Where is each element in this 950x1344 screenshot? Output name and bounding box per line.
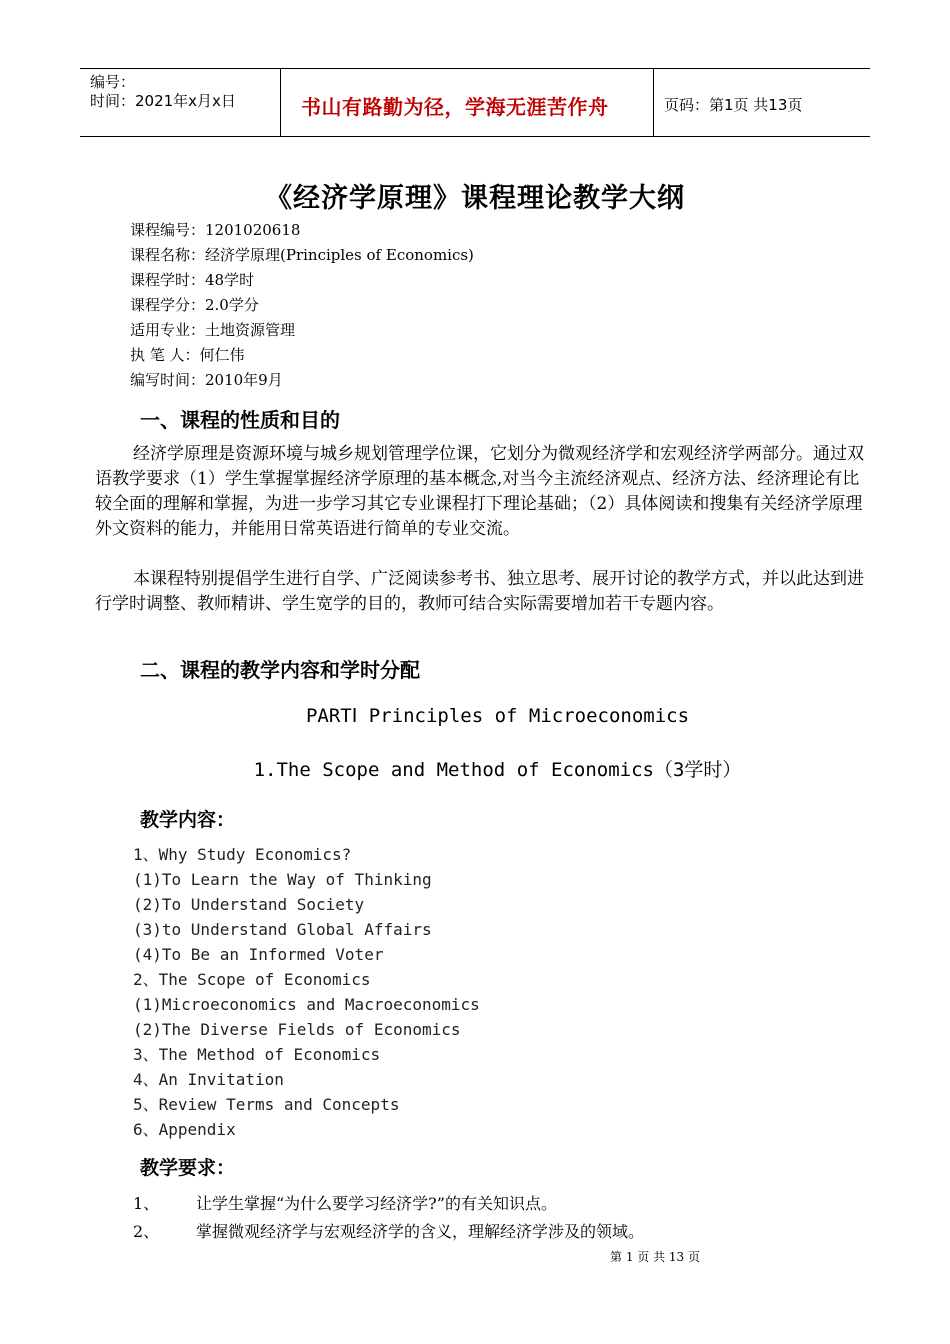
meta-course-name: 课程名称：经济学原理(Principles of Economics) [130, 246, 474, 264]
section1-paragraph-2 [95, 567, 865, 617]
page-header [80, 68, 870, 137]
list-item: 6、Appendix [133, 1120, 236, 1139]
meta-date: 编写时间：2010年9月 [130, 371, 283, 389]
motto-text: 书山有路勤为径，学海无涯苦作舟 [301, 95, 609, 119]
code-label: 编号： [90, 73, 136, 91]
list-item: 2、The Scope of Economics [133, 970, 371, 989]
header-info-cell [80, 69, 281, 136]
time-label: 时间：2021年x月x日 [90, 92, 236, 110]
meta-author: 执 笔 人：何仁伟 [130, 346, 245, 364]
list-item: (3)to Understand Global Affairs [133, 920, 432, 939]
part-heading: PARTⅠ Principles of Microeconomics [305, 705, 690, 727]
requirement-text: 掌握微观经济学与宏观经济学的含义，理解经济学涉及的领域。 [196, 1222, 645, 1241]
document-title: 《经济学原理》课程理论教学大纲 [265, 183, 685, 214]
list-item: (2)The Diverse Fields of Economics [133, 1020, 461, 1039]
header-page-cell [654, 69, 870, 136]
list-item: (1)To Learn the Way of Thinking [133, 870, 432, 889]
page-label: 页码：第1页 共13页 [664, 96, 803, 114]
chapter-heading: 1.The Scope and Method of Economics（3学时） [253, 759, 742, 781]
requirement-number: 1、 [133, 1194, 160, 1213]
list-item: (2)To Understand Society [133, 895, 365, 914]
meta-course-credits: 课程学分：2.0学分 [130, 296, 259, 314]
list-item: 5、Review Terms and Concepts [133, 1095, 400, 1114]
section-heading-1: 一、课程的性质和目的 [140, 408, 340, 432]
section-heading-2: 二、课程的教学内容和学时分配 [140, 658, 420, 682]
requirement-text: 让学生掌握“为什么要学习经济学?”的有关知识点。 [196, 1194, 557, 1213]
meta-major: 适用专业：土地资源管理 [130, 321, 296, 339]
content-heading: 教学内容： [140, 809, 236, 831]
page-footer: 第 1 页 共 13 页 [610, 1250, 700, 1264]
meta-course-hours: 课程学时：48学时 [130, 271, 255, 289]
list-item: 3、The Method of Economics [133, 1045, 381, 1064]
paragraph-text: 本课程特别提倡学生进行自学、广泛阅读参考书、独立思考、展开讨论的教学方式，并以此达到进行学时调整、教师精讲、学生宽学的目的，教师可结合实际需要增加若干专题内容。 [95, 569, 864, 614]
header-motto-cell [281, 69, 654, 136]
course-meta [130, 218, 474, 393]
list-item: (4)To Be an Informed Voter [133, 945, 384, 964]
list-item: 1、Why Study Economics? [133, 845, 352, 864]
content-list [133, 842, 480, 1142]
list-item: 4、An Invitation [133, 1070, 284, 1089]
paragraph-text: 经济学原理是资源环境与城乡规划管理学位课，它划分为微观经济学和宏观经济学两部分。通过双语教学要求（1）学生掌握掌握经济学原理的基本概念,对当今主流经济观点、经济方法、经济理论有比较全面的理解和掌握，为进一步学习其它专业课程打下理论基础；（2）具体阅读和搜集有关经济学原理外文资料的能力，并能用日常英语进行简单的专业交流。 [95, 444, 864, 539]
requirement-number: 2、 [133, 1222, 160, 1241]
requirements-heading: 教学要求： [140, 1157, 236, 1179]
meta-course-code: 课程编号：1201020618 [130, 221, 301, 239]
section1-paragraph-1 [95, 442, 865, 542]
list-item: (1)Microeconomics and Macroeconomics [133, 995, 480, 1014]
